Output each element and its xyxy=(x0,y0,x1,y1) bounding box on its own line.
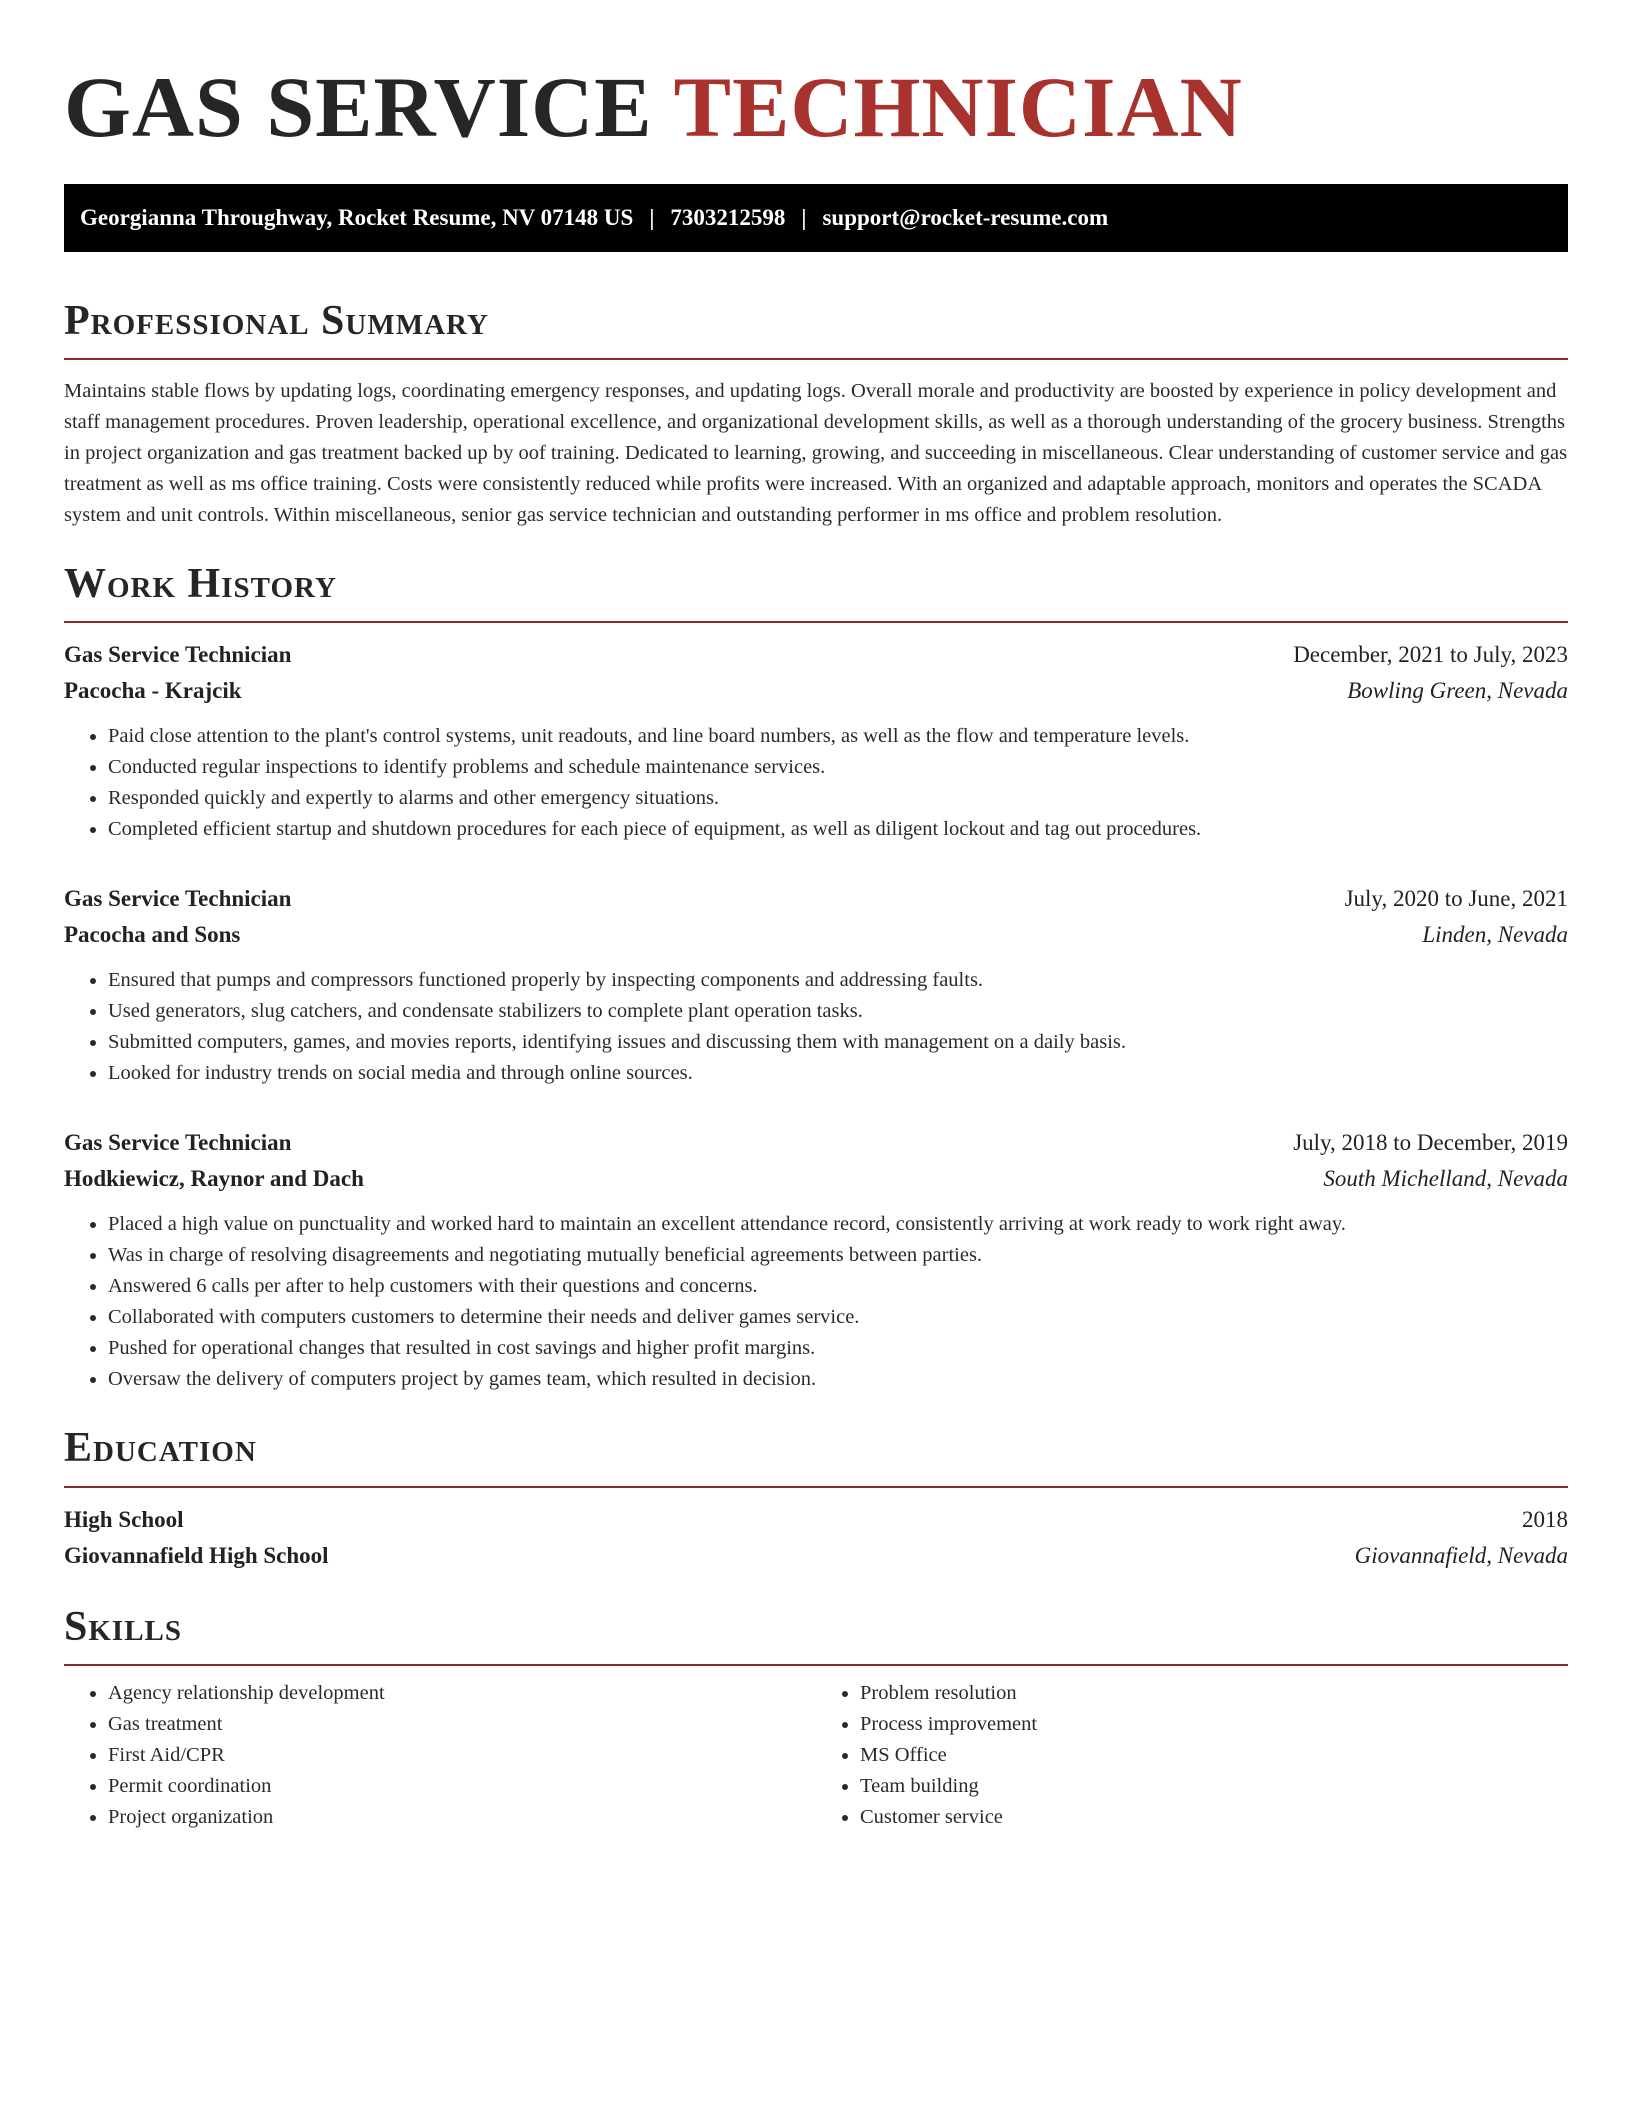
skills-grid xyxy=(64,1678,1568,1833)
section-title-education: Education xyxy=(64,1425,257,1472)
section-divider xyxy=(64,358,1568,360)
resume-title xyxy=(64,59,1568,155)
job-entry xyxy=(64,1125,1568,1395)
contact-address: Georgianna Throughway, Rocket Resume, NV 07148 US xyxy=(80,205,634,230)
section-divider xyxy=(64,1486,1568,1488)
skills-section xyxy=(64,1604,1568,1833)
skill-item: • Permit coordination xyxy=(108,1771,816,1802)
education-degree-row xyxy=(64,1502,1568,1538)
skills-list-left xyxy=(64,1678,816,1833)
job-company: Pacocha and Sons xyxy=(64,922,241,948)
skill-item: • Project organization xyxy=(108,1802,816,1833)
job-header-row xyxy=(64,881,1568,917)
contact-bar xyxy=(64,184,1568,252)
skill-item: • Customer service xyxy=(860,1802,1568,1833)
skill-item: • First Aid/CPR xyxy=(108,1740,816,1771)
section-title-summary: Professional Summary xyxy=(64,298,489,344)
skill-item: • Agency relationship development xyxy=(108,1678,816,1709)
skills-list-right xyxy=(816,1678,1568,1833)
job-bullet: • Pushed for operational changes that resulted in cost savings and higher profit margins. xyxy=(108,1333,1568,1364)
job-bullet: • Responded quickly and expertly to alarms and other emergency situations. xyxy=(108,783,1568,814)
job-location: Linden, Nevada xyxy=(1422,922,1568,948)
summary-section xyxy=(64,298,1568,531)
contact-separator: | xyxy=(801,205,807,230)
education-location: Giovannafield, Nevada xyxy=(1354,1542,1568,1568)
job-position: Gas Service Technician xyxy=(64,1130,292,1156)
section-title-skills: Skills xyxy=(64,1603,183,1650)
education-year: 2018 xyxy=(1522,1506,1568,1532)
job-company: Hodkiewicz, Raynor and Dach xyxy=(64,1166,364,1192)
job-company-row xyxy=(64,917,1568,953)
summary-text: Maintains stable flows by updating logs, coordinating emergency responses, and updating logs. Overall morale and productivity are boosted by experience in policy development and staff management procedures. Proven leadership, operational excellence, and organizational development skills, as well as a thorough understanding of the grocery business. Strengths in project organization and gas treatment backed up by oof training. Dedicated to learning, growing, and succeeding in miscellaneous. Clear understanding of customer service and gas treatment as well as ms office training. Costs were consistently reduced while profits were increased. With an organized and adaptable approach, monitors and operates the SCADA system and unit controls. Within miscellaneous, senior gas service technician and outstanding performer in ms office and problem resolution. xyxy=(64,380,1568,527)
education-school: Giovannafield High School xyxy=(64,1542,329,1568)
job-bullets xyxy=(64,965,1568,1089)
job-bullet: • Submitted computers, games, and movies reports, identifying issues and discussing them with management on a daily basis. xyxy=(108,1027,1568,1058)
skill-item: • MS Office xyxy=(860,1740,1568,1771)
work-section xyxy=(64,561,1568,1395)
job-bullet: • Oversaw the delivery of computers project by games team, which resulted in decision. xyxy=(108,1364,1568,1395)
job-entry xyxy=(64,637,1568,845)
job-bullet: • Conducted regular inspections to identify problems and schedule maintenance services. xyxy=(108,752,1568,783)
job-dates: July, 2020 to June, 2021 xyxy=(1344,886,1568,912)
job-dates: December, 2021 to July, 2023 xyxy=(1293,642,1568,668)
job-company: Pacocha - Krajcik xyxy=(64,678,242,704)
job-location: Bowling Green, Nevada xyxy=(1347,678,1568,704)
skill-item: • Gas treatment xyxy=(108,1709,816,1740)
job-bullet: • Ensured that pumps and compressors functioned properly by inspecting components and addressing faults. xyxy=(108,965,1568,996)
job-bullets xyxy=(64,1209,1568,1395)
job-bullets xyxy=(64,721,1568,845)
title-second-part: TECHNICIAN xyxy=(673,59,1243,155)
job-company-row xyxy=(64,673,1568,709)
section-divider xyxy=(64,621,1568,623)
job-company-row xyxy=(64,1161,1568,1197)
skill-item: • Team building xyxy=(860,1771,1568,1802)
contact-email: support@rocket-resume.com xyxy=(822,205,1109,230)
contact-phone: 7303212598 xyxy=(670,205,786,230)
contact-separator: | xyxy=(649,205,655,230)
title-first-part: GAS SERVICE xyxy=(64,59,653,155)
job-position: Gas Service Technician xyxy=(64,642,292,668)
skill-item: • Problem resolution xyxy=(860,1678,1568,1709)
job-entry xyxy=(64,881,1568,1089)
job-header-row xyxy=(64,1125,1568,1161)
job-bullet: • Used generators, slug catchers, and condensate stabilizers to complete plant operation tasks. xyxy=(108,996,1568,1027)
skill-item: • Process improvement xyxy=(860,1709,1568,1740)
job-dates: July, 2018 to December, 2019 xyxy=(1293,1130,1568,1156)
section-title-work: Work History xyxy=(64,561,337,608)
job-location: South Michelland, Nevada xyxy=(1323,1166,1568,1192)
job-bullet: • Paid close attention to the plant's control systems, unit readouts, and line board numbers, as well as the flow and temperature levels. xyxy=(108,721,1568,752)
job-header-row xyxy=(64,637,1568,673)
job-bullet: • Placed a high value on punctuality and worked hard to maintain an excellent attendance record, consistently arriving at work ready to work right away. xyxy=(108,1209,1568,1240)
job-bullet: • Looked for industry trends on social media and through online sources. xyxy=(108,1058,1568,1089)
job-bullet: • Was in charge of resolving disagreements and negotiating mutually beneficial agreements between parties. xyxy=(108,1240,1568,1271)
education-degree: High School xyxy=(64,1506,184,1532)
job-bullet: • Answered 6 calls per after to help customers with their questions and concerns. xyxy=(108,1271,1568,1302)
section-divider xyxy=(64,1664,1568,1666)
job-position: Gas Service Technician xyxy=(64,886,292,912)
job-bullet: • Collaborated with computers customers to determine their needs and deliver games service. xyxy=(108,1302,1568,1333)
education-school-row xyxy=(64,1538,1568,1574)
job-bullet: • Completed efficient startup and shutdown procedures for each piece of equipment, as well as diligent lockout and tag out procedures. xyxy=(108,814,1568,845)
education-section xyxy=(64,1425,1568,1573)
